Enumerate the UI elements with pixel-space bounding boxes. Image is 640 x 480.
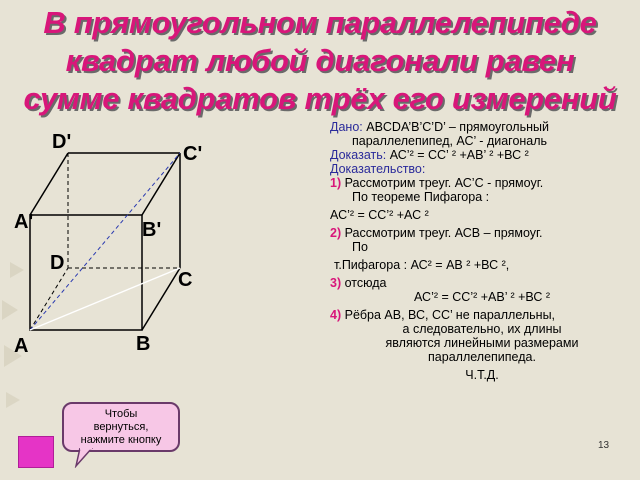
step-2-text: Рассмотрим треуг. АСВ – прямоуг.	[344, 226, 543, 240]
title-line-3: сумме квадратов трёх его измерений	[23, 81, 617, 116]
step-1-number: 1)	[330, 176, 342, 190]
given-text-2: параллелепипед, АС’ - диагональ	[352, 134, 548, 148]
title-line-1: В прямоугольном параллелепипеде	[43, 5, 597, 40]
front-face	[30, 215, 142, 330]
step-4-text-4: параллелепипеда.	[428, 350, 536, 364]
proof-block	[330, 120, 634, 382]
return-button[interactable]	[18, 436, 54, 468]
label-d-prime: D'	[52, 131, 72, 153]
page-number: 13	[598, 440, 610, 451]
step-3-text: отсюда	[344, 276, 387, 290]
back-callout	[62, 402, 180, 452]
callout-line-2: вернуться,	[93, 421, 149, 433]
step-1-text: Рассмотрим треуг. АС’С - прямоуг.	[344, 176, 544, 190]
callout-line-3: нажмите кнопку	[80, 434, 162, 446]
edge-bprime-cprime	[142, 153, 180, 215]
label-c: C	[178, 269, 193, 291]
given-text: ABCDA’B’C’D’ – прямоугольный	[366, 120, 549, 134]
label-a: A	[14, 335, 29, 357]
label-b: B	[136, 333, 151, 355]
step-4-text-2: а следовательно, их длины	[402, 322, 562, 336]
edge-a-d-hidden	[30, 268, 68, 330]
qed-mark: Ч.Т.Д.	[465, 368, 499, 382]
step-2-text-2: По	[352, 240, 368, 254]
prove-label: Доказать:	[330, 148, 387, 162]
label-b-prime: B'	[142, 219, 162, 241]
given-label: Дано:	[330, 120, 363, 134]
step-2-formula: т.Пифагора : АС² = АВ ² +ВС ²,	[334, 258, 510, 272]
slide-title	[0, 4, 640, 118]
step-4-number: 4)	[330, 308, 342, 322]
step-4-text-3: являются линейными размерами	[385, 336, 579, 350]
step-3-number: 3)	[330, 276, 342, 290]
edge-b-c	[142, 268, 180, 330]
title-line-2: квадрат любой диагонали равен	[65, 43, 575, 78]
edge-aprime-dprime	[30, 153, 68, 215]
step-1-text-2: По теореме Пифагора :	[352, 190, 490, 204]
step-1-formula: АС’² = СС’² +АС ²	[330, 208, 429, 222]
parallelepiped-figure	[0, 120, 330, 370]
proof-label: Доказательство:	[330, 162, 426, 176]
step-2-number: 2)	[330, 226, 342, 240]
prove-text: АС’² = СС’ ² +АВ’ ² +ВС ²	[389, 148, 529, 162]
label-a-prime: A'	[14, 211, 34, 233]
callout-line-1: Чтобы	[104, 408, 138, 420]
label-d: D	[50, 252, 65, 274]
label-c-prime: C'	[183, 143, 203, 165]
step-3-formula: АС’² = СС’² +АВ’ ² +ВС ²	[413, 290, 551, 304]
callout-tail	[74, 448, 104, 468]
step-4-text: Рёбра АВ, ВС, СС’ не параллельны,	[344, 308, 556, 322]
diagonal-a-c	[30, 268, 180, 330]
